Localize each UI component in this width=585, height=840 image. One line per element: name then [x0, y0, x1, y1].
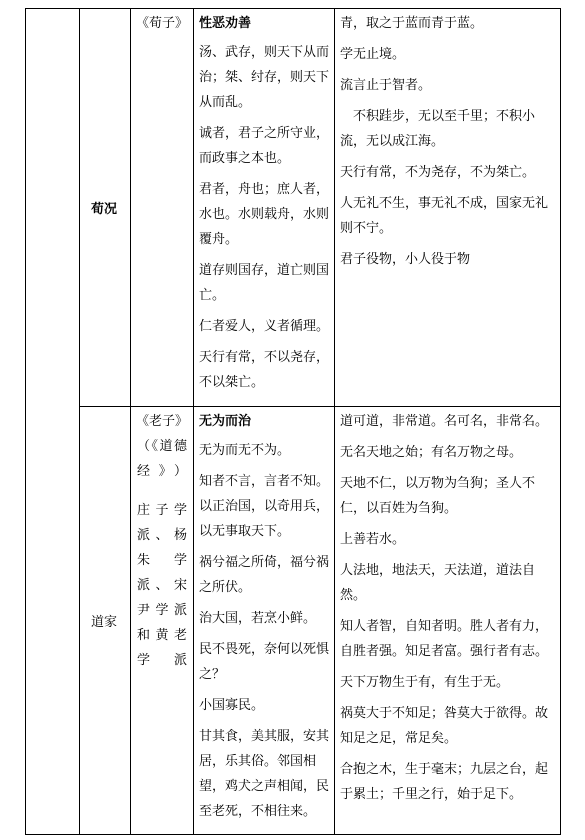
work-alt-title: （《道德经》）: [137, 439, 187, 479]
work-cell-xunzi: [131, 9, 194, 407]
quote-item: 知人者智，自知者明。胜人者有力，自胜者强。知足者富。强行者有志。: [340, 619, 549, 659]
idea-item: 治大国，若烹小鲜。: [199, 611, 317, 626]
idea-item: 小国寡民。: [199, 698, 265, 713]
quote-item: 青，取之于蓝而青于蓝。: [340, 16, 484, 31]
quote-item: 无名天地之始；有名万物之母。: [340, 445, 523, 460]
work-title: 《老子》: [135, 414, 188, 429]
idea-item: 民不畏死，奈何以死惧之？: [199, 642, 330, 682]
quote-item: 上善若水。: [340, 532, 406, 547]
table-row-xunkuang: [26, 9, 561, 407]
quote-item: 不积跬步，无以至千里；不积小流，无以成江海。: [340, 109, 536, 149]
quote-item: 道可道，非常道。名可名，非常名。: [340, 414, 549, 429]
quote-item: 君子役物，小人役于物: [340, 252, 471, 267]
quote-item: 祸莫大于不知足；咎莫大于欲得。故知足之足，常足矣。: [340, 706, 549, 746]
school-cell-daojia: 道家: [80, 407, 131, 835]
theme-heading: 无为而治: [199, 414, 252, 429]
idea-item: 汤、武存，则天下从而治；桀、纣存，则天下从而乱。: [199, 45, 330, 110]
idea-item: 甘其食，美其服，安其居，乐其俗。邻国相望，鸡犬之声相闻，民至老死，不相往来。: [199, 729, 330, 819]
idea-item: 天行有常，不以尧存，不以桀亡。: [199, 350, 330, 390]
quote-item: 人无礼不生，事无礼不成，国家无礼则不宁。: [340, 196, 549, 236]
outer-category-cell: [26, 9, 80, 835]
work-cell-laozi: [131, 407, 194, 835]
quotes-cell-xunkuang: [335, 9, 561, 407]
idea-item: 祸兮福之所倚，福兮祸之所伏。: [199, 555, 330, 595]
quote-item: 天地不仁，以万物为刍狗；圣人不仁，以百姓为刍狗。: [340, 476, 536, 516]
quotes-cell-daojia: [335, 407, 561, 835]
work-title: 《荀子》: [135, 16, 188, 31]
quote-item: 天下万物生于有，有生于无。: [340, 675, 510, 690]
quote-item: 人法地，地法天，天法道，道法自然。: [340, 563, 536, 603]
idea-item: 道存则国存，道亡则国亡。: [199, 263, 330, 303]
quote-item: 天行有常，不为尧存，不为桀亡。: [340, 165, 536, 180]
idea-item: 诚者，君子之所守业，而政事之本也。: [199, 126, 330, 166]
idea-item: 君者，舟也；庶人者，水也。水则载舟，水则覆舟。: [199, 182, 330, 247]
ideas-cell-daojia: [194, 407, 335, 835]
quote-item: 合抱之木，生于毫末；九层之台，起于累土；千里之行，始于足下。: [340, 762, 549, 802]
work-branches: 庄子学派、杨朱学派、宋尹学派和黄老学派: [137, 503, 187, 668]
idea-item: 知者不言，言者不知。以正治国，以奇用兵，以无事取天下。: [199, 474, 330, 539]
philosophy-table: [25, 8, 561, 835]
theme-heading: 性恶劝善: [199, 16, 252, 31]
ideas-cell-xunkuang: [194, 9, 335, 407]
table-row-daojia: [26, 407, 561, 835]
school-cell-xunkuang: 荀况: [80, 9, 131, 407]
idea-item: 仁者爱人，义者循理。: [199, 319, 330, 334]
quote-item: 流言止于智者。: [340, 78, 432, 93]
quote-item: 学无止境。: [340, 47, 406, 62]
idea-item: 无为而无不为。: [199, 443, 291, 458]
